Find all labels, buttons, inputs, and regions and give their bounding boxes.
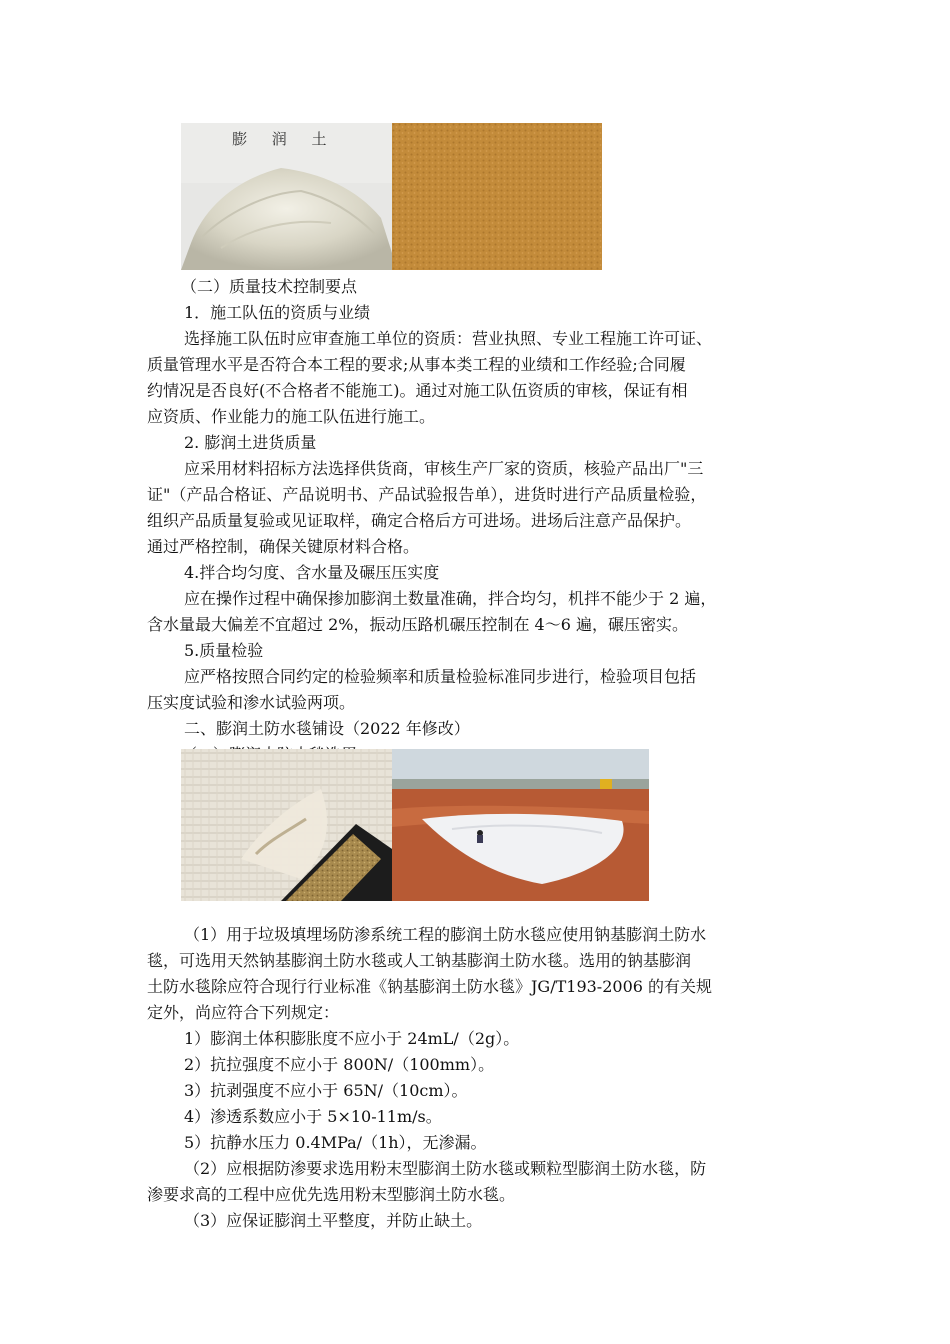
bentonite-soil-photo — [392, 123, 602, 270]
section-heading-quality-control: （二）质量技术控制要点 — [181, 277, 358, 296]
bentonite-photo-label: 膨 润 土 — [232, 130, 337, 148]
paragraph-line: （2）应根据防渗要求选用粉末型膨润土防水毯或颗粒型膨润土防水毯，防 — [184, 1159, 707, 1178]
paragraph-line: 组织产品质量复验或见证取样，确定合格后方可进场。进场后注意产品保护。 — [147, 511, 692, 530]
paragraph-line: 应采用材料招标方法选择供货商，审核生产厂家的资质，核验产品出厂"三 — [184, 459, 704, 478]
gcl-installation-site-photo — [392, 749, 649, 901]
bentonite-powder-photo — [181, 123, 392, 270]
subheading-bentonite-quality: 2. 膨润土进货质量 — [184, 433, 317, 452]
gcl-sample-photo — [181, 749, 392, 901]
paragraph-line: （1）用于垃圾填埋场防渗系统工程的膨润土防水毯应使用钠基膨润土防水 — [184, 925, 707, 944]
paragraph-line: 应严格按照合同约定的检验频率和质量检验标准同步进行，检验项目包括 — [184, 667, 697, 686]
subheading-team-qualification: 1．施工队伍的资质与业绩 — [184, 303, 371, 322]
paragraph-line: 质量管理水平是否符合本工程的要求;从事本类工程的业绩和工作经验;合同履 — [147, 355, 686, 374]
requirement-item: 4）渗透系数应小于 5×10-11m/s。 — [184, 1107, 442, 1126]
paragraph-line: 压实度试验和渗水试验两项。 — [147, 693, 356, 712]
requirement-item: 5）抗静水压力 0.4MPa/（1h），无渗漏。 — [184, 1133, 487, 1152]
paragraph-line: 土防水毯除应符合现行行业标准《钠基膨润土防水毯》JG/T193-2006 的有关规 — [147, 977, 713, 996]
paragraph-line: 约情况是否良好(不合格者不能施工)。通过对施工队伍资质的审核，保证有相 — [147, 381, 688, 400]
section-heading-gcl-laying: 二、膨润土防水毯铺设（2022 年修改） — [184, 719, 470, 738]
paragraph-line: 证"（产品合格证、产品说明书、产品试验报告单），进货时进行产品质量检验， — [147, 485, 707, 504]
paragraph-line: 应资质、作业能力的施工队伍进行施工。 — [147, 407, 436, 426]
paragraph-line: （3）应保证膨润土平整度，并防止缺土。 — [184, 1211, 483, 1230]
paragraph-line: 应在操作过程中确保掺加膨润土数量准确，拌合均匀，机拌不能少于 2 遍， — [184, 589, 717, 608]
subheading-quality-inspection: 5.质量检验 — [184, 641, 264, 660]
paragraph-line: 定外，尚应符合下列规定： — [147, 1003, 340, 1022]
paragraph-line: 渗要求高的工程中应优先选用粉末型膨润土防水毯。 — [147, 1185, 516, 1204]
requirement-item: 3）抗剥强度不应小于 65N/（10cm）。 — [184, 1081, 468, 1100]
paragraph-line: 含水量最大偏差不宜超过 2%，振动压路机碾压控制在 4～6 遍，碾压密实。 — [147, 615, 689, 634]
paragraph-line: 选择施工队伍时应审查施工单位的资质：营业执照、专业工程施工许可证、 — [184, 329, 713, 348]
subheading-mixing-compaction: 4.拌合均匀度、含水量及碾压压实度 — [184, 563, 440, 582]
paragraph-line: 毯，可选用天然钠基膨润土防水毯或人工钠基膨润土防水毯。选用的钠基膨润 — [147, 951, 692, 970]
requirement-item: 1）膨润土体积膨胀度不应小于 24mL/（2g）。 — [184, 1029, 520, 1048]
requirement-item: 2）抗拉强度不应小于 800N/（100mm）。 — [184, 1055, 495, 1074]
paragraph-line: 通过严格控制，确保关键原材料合格。 — [147, 537, 420, 556]
